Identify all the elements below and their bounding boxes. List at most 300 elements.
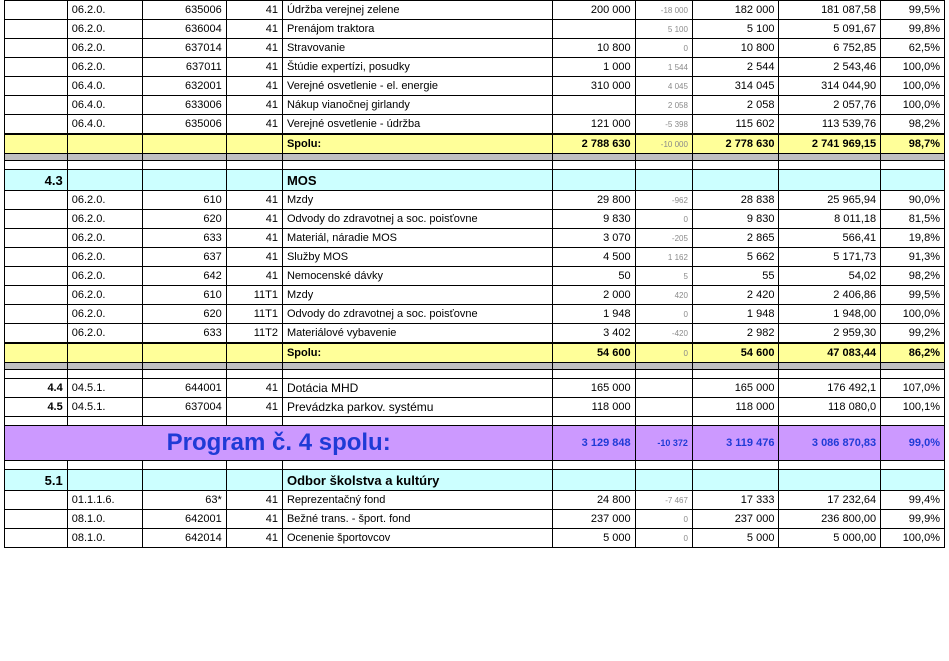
functional-code-cell: 06.2.0. — [67, 324, 143, 344]
adjusted-budget-cell: 2 865 — [692, 229, 779, 248]
spacer-cell — [5, 154, 68, 161]
functional-code-cell: 06.2.0. — [67, 229, 143, 248]
spent-cell: 6 752,85 — [779, 39, 881, 58]
spacer-cell — [67, 461, 143, 470]
item-name-cell: Mzdy — [282, 286, 552, 305]
spacer-cell — [67, 161, 143, 170]
economic-code-cell: 636004 — [143, 20, 226, 39]
change-cell: -18 000 — [635, 1, 692, 20]
budget-cell: 3 070 — [553, 229, 635, 248]
spent-cell: 54,02 — [779, 267, 881, 286]
subtotal-adjusted: 2 778 630 — [692, 134, 779, 154]
empty-cell — [143, 470, 226, 491]
functional-code-cell: 06.2.0. — [67, 191, 143, 210]
table-row — [5, 398, 945, 417]
section-title: Odbor školstva a kultúry — [282, 470, 552, 491]
budget-cell: 1 000 — [553, 58, 635, 77]
section-header-row — [5, 470, 945, 491]
functional-code-cell: 06.2.0. — [67, 286, 143, 305]
functional-code-cell: 06.4.0. — [67, 96, 143, 115]
spacer-cell — [635, 363, 692, 370]
spacer-cell — [226, 417, 282, 426]
economic-code-cell: 642014 — [143, 529, 226, 548]
item-number-cell — [5, 210, 68, 229]
spacer-cell — [143, 161, 226, 170]
percent-cell: 100,0% — [881, 77, 945, 96]
spent-cell: 8 011,18 — [779, 210, 881, 229]
item-name-cell: Prevádzka parkov. systému — [282, 398, 552, 417]
economic-code-cell: 633 — [143, 324, 226, 344]
percent-cell: 99,9% — [881, 510, 945, 529]
spacer-cell — [635, 161, 692, 170]
program-spent: 3 086 870,83 — [779, 426, 881, 461]
spacer-cell — [282, 370, 552, 379]
subtotal-spent: 2 741 969,15 — [779, 134, 881, 154]
source-code-cell: 41 — [226, 210, 282, 229]
adjusted-budget-cell: 5 100 — [692, 20, 779, 39]
spacer-cell — [779, 370, 881, 379]
percent-cell: 98,2% — [881, 115, 945, 135]
spacer-cell — [635, 417, 692, 426]
economic-code-cell: 610 — [143, 286, 226, 305]
adjusted-budget-cell: 165 000 — [692, 379, 779, 398]
change-cell: -7 467 — [635, 491, 692, 510]
spent-cell: 236 800,00 — [779, 510, 881, 529]
empty-cell — [226, 343, 282, 363]
budget-cell: 118 000 — [553, 398, 635, 417]
item-name-cell: Nákup vianočnej girlandy — [282, 96, 552, 115]
empty-cell — [226, 170, 282, 191]
spacer-cell — [226, 461, 282, 470]
spent-cell: 176 492,1 — [779, 379, 881, 398]
spacer-cell — [779, 417, 881, 426]
change-cell: 0 — [635, 39, 692, 58]
table-row — [5, 267, 945, 286]
subtotal-change: -10 000 — [635, 134, 692, 154]
spent-cell: 2 406,86 — [779, 286, 881, 305]
change-cell: 0 — [635, 529, 692, 548]
spacer-cell — [282, 161, 552, 170]
spacer-cell — [779, 154, 881, 161]
adjusted-budget-cell: 118 000 — [692, 398, 779, 417]
spent-cell: 2 959,30 — [779, 324, 881, 344]
item-number-cell — [5, 229, 68, 248]
percent-cell: 98,2% — [881, 267, 945, 286]
percent-cell: 62,5% — [881, 39, 945, 58]
economic-code-cell: 620 — [143, 210, 226, 229]
budget-cell — [553, 20, 635, 39]
item-name-cell: Dotácia MHD — [282, 379, 552, 398]
spacer-cell — [692, 363, 779, 370]
table-row — [5, 305, 945, 324]
empty-cell — [5, 343, 68, 363]
spent-cell: 113 539,76 — [779, 115, 881, 135]
section-number: 5.1 — [5, 470, 68, 491]
functional-code-cell: 06.2.0. — [67, 305, 143, 324]
subtotal-change: 0 — [635, 343, 692, 363]
empty-cell — [692, 170, 779, 191]
percent-cell: 100,0% — [881, 58, 945, 77]
economic-code-cell: 610 — [143, 191, 226, 210]
item-number-cell — [5, 39, 68, 58]
source-code-cell: 41 — [226, 510, 282, 529]
budget-cell: 1 948 — [553, 305, 635, 324]
spacer-cell — [282, 461, 552, 470]
empty-cell — [67, 170, 143, 191]
spacer-cell — [635, 154, 692, 161]
adjusted-budget-cell: 2 420 — [692, 286, 779, 305]
spacer-cell — [282, 154, 552, 161]
subtotal-adjusted: 54 600 — [692, 343, 779, 363]
item-number-cell: 4.4 — [5, 379, 68, 398]
spacer-cell — [692, 417, 779, 426]
adjusted-budget-cell: 10 800 — [692, 39, 779, 58]
item-number-cell — [5, 20, 68, 39]
spent-cell: 25 965,94 — [779, 191, 881, 210]
percent-cell: 100,0% — [881, 96, 945, 115]
source-code-cell: 41 — [226, 20, 282, 39]
item-number-cell — [5, 191, 68, 210]
change-cell: 5 — [635, 267, 692, 286]
spacer-cell — [5, 461, 68, 470]
source-code-cell: 41 — [226, 58, 282, 77]
empty-cell — [635, 170, 692, 191]
functional-code-cell: 06.2.0. — [67, 267, 143, 286]
section-header-row — [5, 170, 945, 191]
spacer-cell — [692, 154, 779, 161]
spacer-cell — [881, 154, 945, 161]
item-name-cell: Služby MOS — [282, 248, 552, 267]
spacer-cell — [143, 363, 226, 370]
change-cell: -205 — [635, 229, 692, 248]
functional-code-cell: 04.5.1. — [67, 379, 143, 398]
adjusted-budget-cell: 9 830 — [692, 210, 779, 229]
budget-cell: 9 830 — [553, 210, 635, 229]
budget-cell: 121 000 — [553, 115, 635, 135]
functional-code-cell: 06.2.0. — [67, 58, 143, 77]
spent-cell: 2 057,76 — [779, 96, 881, 115]
spacer-cell — [282, 417, 552, 426]
spacer-cell — [5, 370, 68, 379]
economic-code-cell: 635006 — [143, 1, 226, 20]
spacer-cell — [282, 363, 552, 370]
source-code-cell: 41 — [226, 529, 282, 548]
spacer-cell — [226, 154, 282, 161]
subtotal-percent: 86,2% — [881, 343, 945, 363]
empty-cell — [881, 170, 945, 191]
empty-cell — [553, 170, 635, 191]
table-row — [5, 491, 945, 510]
subtotal-label: Spolu: — [282, 134, 552, 154]
program-change: -10 372 — [635, 426, 692, 461]
spacer-cell — [553, 161, 635, 170]
change-cell: 0 — [635, 210, 692, 229]
subtotal-spent: 47 083,44 — [779, 343, 881, 363]
spacer-cell — [881, 161, 945, 170]
subtotal-budget: 54 600 — [553, 343, 635, 363]
table-row — [5, 77, 945, 96]
source-code-cell: 41 — [226, 191, 282, 210]
change-cell: 0 — [635, 510, 692, 529]
spacer-row — [5, 363, 945, 370]
economic-code-cell: 633 — [143, 229, 226, 248]
functional-code-cell: 04.5.1. — [67, 398, 143, 417]
item-name-cell: Bežné trans. - šport. fond — [282, 510, 552, 529]
adjusted-budget-cell: 55 — [692, 267, 779, 286]
percent-cell: 19,8% — [881, 229, 945, 248]
item-name-cell: Verejné osvetlenie - údržba — [282, 115, 552, 135]
subtotal-row — [5, 343, 945, 363]
spent-cell: 2 543,46 — [779, 58, 881, 77]
source-code-cell: 11T1 — [226, 286, 282, 305]
item-name-cell: Odvody do zdravotnej a soc. poisťovne — [282, 305, 552, 324]
functional-code-cell: 06.4.0. — [67, 115, 143, 135]
item-number-cell — [5, 58, 68, 77]
table-row — [5, 20, 945, 39]
percent-cell: 81,5% — [881, 210, 945, 229]
spacer-cell — [67, 370, 143, 379]
item-number-cell: 4.5 — [5, 398, 68, 417]
percent-cell: 100,1% — [881, 398, 945, 417]
table-row — [5, 379, 945, 398]
source-code-cell: 11T1 — [226, 305, 282, 324]
item-number-cell — [5, 491, 68, 510]
economic-code-cell: 620 — [143, 305, 226, 324]
economic-code-cell: 642001 — [143, 510, 226, 529]
table-row — [5, 529, 945, 548]
budget-cell: 5 000 — [553, 529, 635, 548]
spent-cell: 566,41 — [779, 229, 881, 248]
economic-code-cell: 637004 — [143, 398, 226, 417]
spacer-cell — [226, 363, 282, 370]
spacer-cell — [779, 461, 881, 470]
spacer-cell — [881, 363, 945, 370]
table-row — [5, 191, 945, 210]
empty-cell — [5, 134, 68, 154]
change-cell: 420 — [635, 286, 692, 305]
spacer-cell — [5, 417, 68, 426]
spacer-cell — [67, 363, 143, 370]
spacer-cell — [553, 417, 635, 426]
percent-cell: 99,5% — [881, 1, 945, 20]
change-cell — [635, 398, 692, 417]
table-row — [5, 229, 945, 248]
spacer-cell — [692, 461, 779, 470]
adjusted-budget-cell: 2 982 — [692, 324, 779, 344]
spacer-cell — [67, 417, 143, 426]
source-code-cell: 41 — [226, 267, 282, 286]
item-number-cell — [5, 510, 68, 529]
spent-cell: 5 091,67 — [779, 20, 881, 39]
change-cell: -962 — [635, 191, 692, 210]
change-cell — [635, 379, 692, 398]
budget-cell: 165 000 — [553, 379, 635, 398]
percent-cell: 99,4% — [881, 491, 945, 510]
spent-cell: 5 000,00 — [779, 529, 881, 548]
spacer-cell — [553, 154, 635, 161]
budget-table — [4, 0, 945, 548]
empty-cell — [553, 470, 635, 491]
economic-code-cell: 637014 — [143, 39, 226, 58]
percent-cell: 99,5% — [881, 286, 945, 305]
item-name-cell: Štúdie expertízi, posudky — [282, 58, 552, 77]
empty-cell — [881, 470, 945, 491]
program-percent: 99,0% — [881, 426, 945, 461]
percent-cell: 100,0% — [881, 305, 945, 324]
empty-cell — [226, 470, 282, 491]
adjusted-budget-cell: 5 662 — [692, 248, 779, 267]
percent-cell: 90,0% — [881, 191, 945, 210]
adjusted-budget-cell: 237 000 — [692, 510, 779, 529]
subtotal-percent: 98,7% — [881, 134, 945, 154]
spent-cell: 5 171,73 — [779, 248, 881, 267]
economic-code-cell: 635006 — [143, 115, 226, 135]
spacer-row — [5, 417, 945, 426]
item-name-cell: Materiál, náradie MOS — [282, 229, 552, 248]
source-code-cell: 41 — [226, 96, 282, 115]
item-name-cell: Materiálové vybavenie — [282, 324, 552, 344]
table-row — [5, 248, 945, 267]
spacer-cell — [692, 370, 779, 379]
table-row — [5, 324, 945, 344]
adjusted-budget-cell: 1 948 — [692, 305, 779, 324]
functional-code-cell: 06.2.0. — [67, 248, 143, 267]
budget-cell: 10 800 — [553, 39, 635, 58]
item-name-cell: Mzdy — [282, 191, 552, 210]
spacer-row — [5, 154, 945, 161]
spacer-cell — [779, 161, 881, 170]
adjusted-budget-cell: 2 544 — [692, 58, 779, 77]
economic-code-cell: 642 — [143, 267, 226, 286]
change-cell: 4 045 — [635, 77, 692, 96]
item-name-cell: Ocenenie športovcov — [282, 529, 552, 548]
economic-code-cell: 632001 — [143, 77, 226, 96]
economic-code-cell: 644001 — [143, 379, 226, 398]
empty-cell — [67, 134, 143, 154]
adjusted-budget-cell: 28 838 — [692, 191, 779, 210]
budget-cell: 50 — [553, 267, 635, 286]
spent-cell: 118 080,0 — [779, 398, 881, 417]
spacer-cell — [692, 161, 779, 170]
spacer-cell — [5, 161, 68, 170]
adjusted-budget-cell: 5 000 — [692, 529, 779, 548]
spent-cell: 314 044,90 — [779, 77, 881, 96]
change-cell: -420 — [635, 324, 692, 344]
item-name-cell: Prenájom traktora — [282, 20, 552, 39]
spacer-row — [5, 370, 945, 379]
item-number-cell — [5, 115, 68, 135]
change-cell: 5 100 — [635, 20, 692, 39]
table-row — [5, 1, 945, 20]
change-cell: 1 544 — [635, 58, 692, 77]
percent-cell: 99,8% — [881, 20, 945, 39]
change-cell: 0 — [635, 305, 692, 324]
functional-code-cell: 06.2.0. — [67, 210, 143, 229]
percent-cell: 91,3% — [881, 248, 945, 267]
change-cell: 1 162 — [635, 248, 692, 267]
spacer-row — [5, 461, 945, 470]
table-row — [5, 58, 945, 77]
source-code-cell: 41 — [226, 115, 282, 135]
economic-code-cell: 633006 — [143, 96, 226, 115]
budget-cell: 29 800 — [553, 191, 635, 210]
item-name-cell: Verejné osvetlenie - el. energie — [282, 77, 552, 96]
budget-cell: 3 402 — [553, 324, 635, 344]
empty-cell — [143, 134, 226, 154]
item-number-cell — [5, 267, 68, 286]
spacer-cell — [779, 363, 881, 370]
source-code-cell: 41 — [226, 379, 282, 398]
subtotal-label: Spolu: — [282, 343, 552, 363]
item-number-cell — [5, 305, 68, 324]
empty-cell — [226, 134, 282, 154]
spacer-cell — [553, 370, 635, 379]
spacer-cell — [226, 370, 282, 379]
budget-cell: 24 800 — [553, 491, 635, 510]
adjusted-budget-cell: 182 000 — [692, 1, 779, 20]
functional-code-cell: 06.2.0. — [67, 39, 143, 58]
spacer-cell — [553, 363, 635, 370]
table-row — [5, 39, 945, 58]
source-code-cell: 41 — [226, 229, 282, 248]
economic-code-cell: 637011 — [143, 58, 226, 77]
functional-code-cell: 08.1.0. — [67, 529, 143, 548]
item-name-cell: Údržba verejnej zelene — [282, 1, 552, 20]
spacer-cell — [143, 461, 226, 470]
spacer-cell — [553, 461, 635, 470]
spacer-cell — [635, 461, 692, 470]
adjusted-budget-cell: 2 058 — [692, 96, 779, 115]
item-number-cell — [5, 1, 68, 20]
table-row — [5, 210, 945, 229]
economic-code-cell: 637 — [143, 248, 226, 267]
spacer-cell — [881, 461, 945, 470]
table-row — [5, 115, 945, 135]
empty-cell — [67, 343, 143, 363]
functional-code-cell: 06.2.0. — [67, 1, 143, 20]
spacer-cell — [67, 154, 143, 161]
table-row — [5, 96, 945, 115]
source-code-cell: 11T2 — [226, 324, 282, 344]
item-number-cell — [5, 286, 68, 305]
section-number: 4.3 — [5, 170, 68, 191]
budget-cell: 4 500 — [553, 248, 635, 267]
functional-code-cell: 01.1.1.6. — [67, 491, 143, 510]
economic-code-cell: 63* — [143, 491, 226, 510]
change-cell: -5 398 — [635, 115, 692, 135]
empty-cell — [143, 170, 226, 191]
spacer-cell — [881, 417, 945, 426]
program-total-title: Program č. 4 spolu: — [5, 426, 553, 461]
section-title: MOS — [282, 170, 552, 191]
item-name-cell: Nemocenské dávky — [282, 267, 552, 286]
program-total-row — [5, 426, 945, 461]
budget-cell: 200 000 — [553, 1, 635, 20]
spacer-cell — [143, 370, 226, 379]
spacer-cell — [881, 370, 945, 379]
program-adjusted: 3 119 476 — [692, 426, 779, 461]
budget-cell: 310 000 — [553, 77, 635, 96]
spacer-row — [5, 161, 945, 170]
source-code-cell: 41 — [226, 39, 282, 58]
adjusted-budget-cell: 17 333 — [692, 491, 779, 510]
empty-cell — [779, 170, 881, 191]
source-code-cell: 41 — [226, 398, 282, 417]
empty-cell — [635, 470, 692, 491]
budget-cell: 2 000 — [553, 286, 635, 305]
item-number-cell — [5, 248, 68, 267]
table-row — [5, 286, 945, 305]
